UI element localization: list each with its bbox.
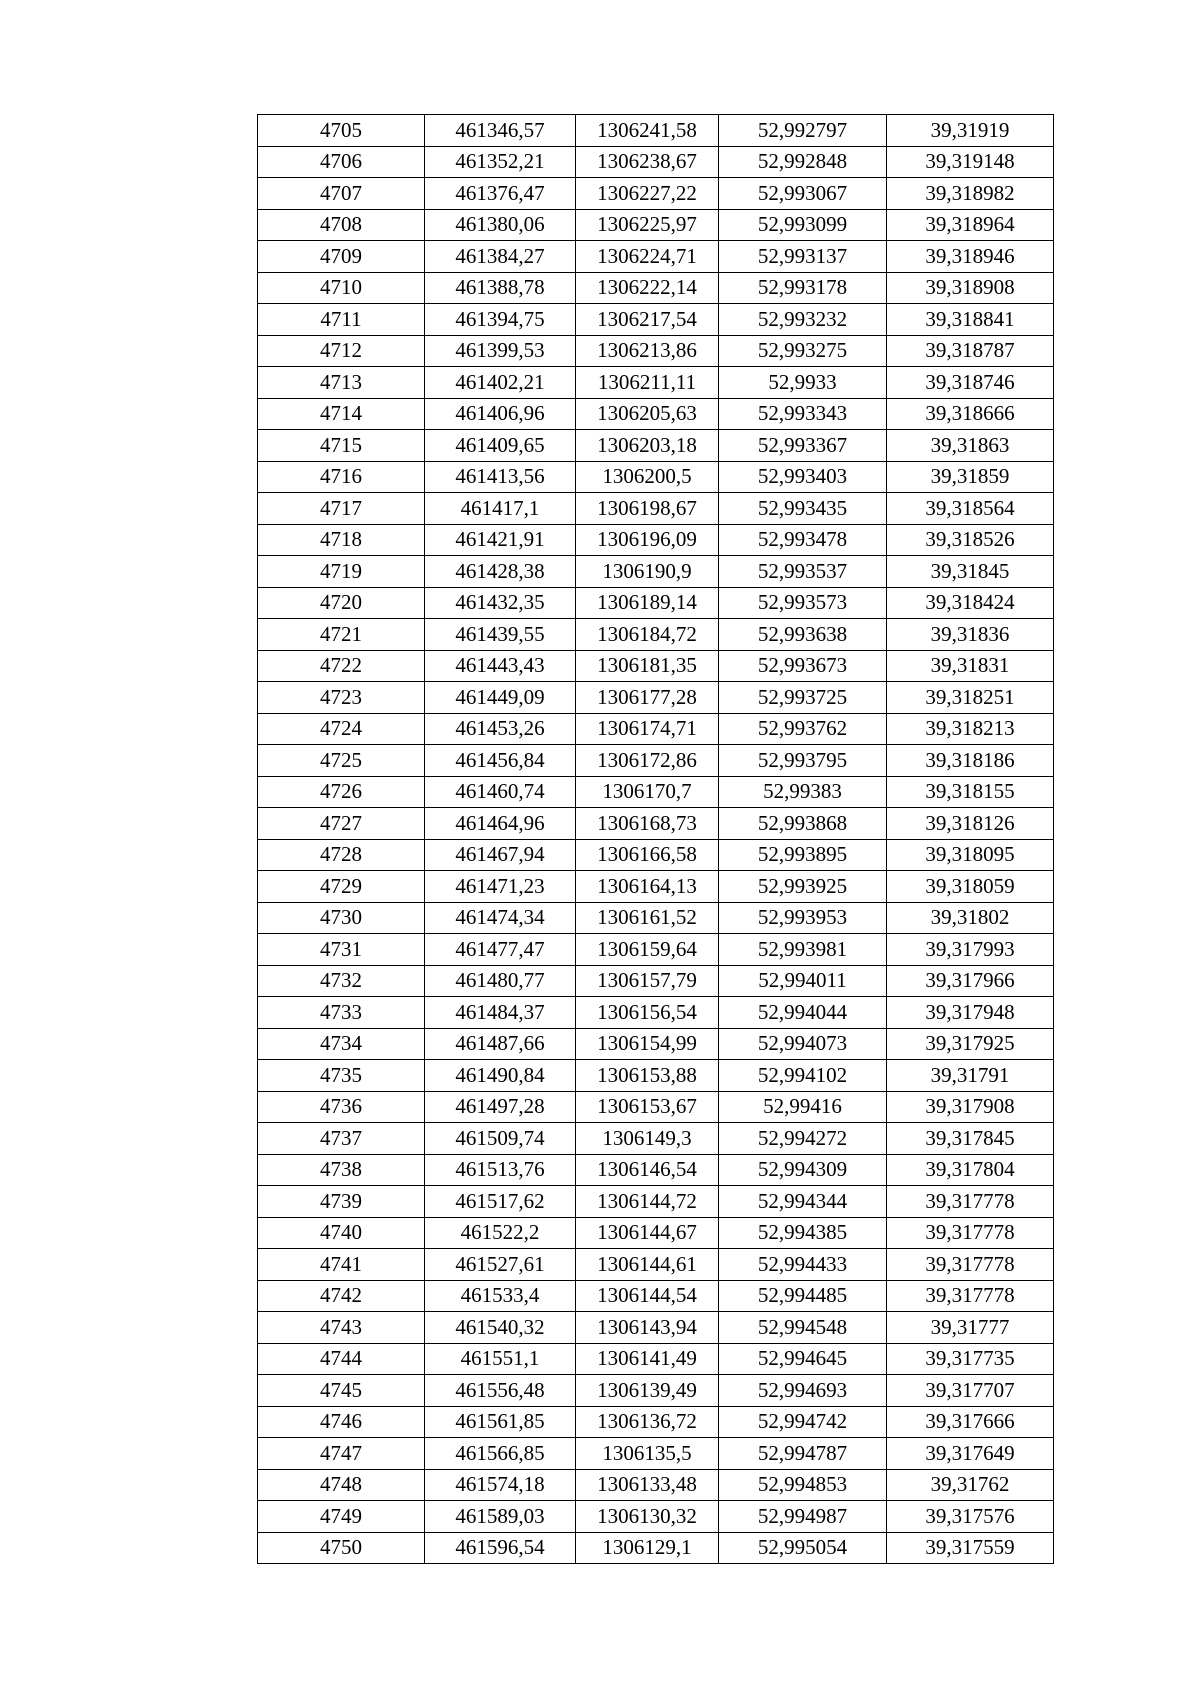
longitude-cell: 39,31802 (887, 902, 1054, 934)
y-coordinate-cell: 1306224,71 (576, 241, 719, 273)
longitude-cell: 39,318982 (887, 178, 1054, 210)
latitude-cell: 52,993638 (719, 619, 887, 651)
x-coordinate-cell: 461509,74 (425, 1123, 576, 1155)
point-number-cell: 4705 (258, 115, 425, 147)
x-coordinate-cell: 461477,47 (425, 934, 576, 966)
x-coordinate-cell: 461409,65 (425, 430, 576, 462)
x-coordinate-cell: 461480,77 (425, 965, 576, 997)
longitude-cell: 39,318787 (887, 335, 1054, 367)
table-row (258, 1438, 1054, 1470)
longitude-cell: 39,317576 (887, 1501, 1054, 1533)
longitude-cell: 39,318946 (887, 241, 1054, 273)
latitude-cell: 52,994102 (719, 1060, 887, 1092)
point-number-cell: 4711 (258, 304, 425, 336)
longitude-cell: 39,317948 (887, 997, 1054, 1029)
y-coordinate-cell: 1306154,99 (576, 1028, 719, 1060)
table-row (258, 1123, 1054, 1155)
longitude-cell: 39,317778 (887, 1217, 1054, 1249)
table-row (258, 1532, 1054, 1564)
point-number-cell: 4708 (258, 209, 425, 241)
y-coordinate-cell: 1306177,28 (576, 682, 719, 714)
point-number-cell: 4741 (258, 1249, 425, 1281)
point-number-cell: 4749 (258, 1501, 425, 1533)
y-coordinate-cell: 1306189,14 (576, 587, 719, 619)
x-coordinate-cell: 461464,96 (425, 808, 576, 840)
point-number-cell: 4717 (258, 493, 425, 525)
latitude-cell: 52,993795 (719, 745, 887, 777)
latitude-cell: 52,99383 (719, 776, 887, 808)
point-number-cell: 4729 (258, 871, 425, 903)
longitude-cell: 39,31831 (887, 650, 1054, 682)
point-number-cell: 4723 (258, 682, 425, 714)
table-row (258, 871, 1054, 903)
table-row (258, 556, 1054, 588)
point-number-cell: 4744 (258, 1343, 425, 1375)
x-coordinate-cell: 461394,75 (425, 304, 576, 336)
longitude-cell: 39,318424 (887, 587, 1054, 619)
point-number-cell: 4740 (258, 1217, 425, 1249)
latitude-cell: 52,994433 (719, 1249, 887, 1281)
table-row (258, 776, 1054, 808)
y-coordinate-cell: 1306135,5 (576, 1438, 719, 1470)
y-coordinate-cell: 1306159,64 (576, 934, 719, 966)
x-coordinate-cell: 461346,57 (425, 115, 576, 147)
y-coordinate-cell: 1306143,94 (576, 1312, 719, 1344)
table-row (258, 493, 1054, 525)
y-coordinate-cell: 1306141,49 (576, 1343, 719, 1375)
x-coordinate-cell: 461421,91 (425, 524, 576, 556)
table-row (258, 997, 1054, 1029)
x-coordinate-cell: 461540,32 (425, 1312, 576, 1344)
x-coordinate-cell: 461517,62 (425, 1186, 576, 1218)
y-coordinate-cell: 1306149,3 (576, 1123, 719, 1155)
latitude-cell: 52,992848 (719, 146, 887, 178)
point-number-cell: 4734 (258, 1028, 425, 1060)
latitude-cell: 52,994485 (719, 1280, 887, 1312)
x-coordinate-cell: 461443,43 (425, 650, 576, 682)
x-coordinate-cell: 461497,28 (425, 1091, 576, 1123)
point-number-cell: 4735 (258, 1060, 425, 1092)
latitude-cell: 52,99416 (719, 1091, 887, 1123)
point-number-cell: 4738 (258, 1154, 425, 1186)
table-row (258, 1280, 1054, 1312)
point-number-cell: 4718 (258, 524, 425, 556)
y-coordinate-cell: 1306190,9 (576, 556, 719, 588)
x-coordinate-cell: 461460,74 (425, 776, 576, 808)
point-number-cell: 4743 (258, 1312, 425, 1344)
longitude-cell: 39,318746 (887, 367, 1054, 399)
table-row (258, 430, 1054, 462)
point-number-cell: 4707 (258, 178, 425, 210)
table-row (258, 367, 1054, 399)
table-row (258, 1406, 1054, 1438)
point-number-cell: 4737 (258, 1123, 425, 1155)
x-coordinate-cell: 461380,06 (425, 209, 576, 241)
y-coordinate-cell: 1306200,5 (576, 461, 719, 493)
point-number-cell: 4721 (258, 619, 425, 651)
point-number-cell: 4709 (258, 241, 425, 273)
table-row (258, 241, 1054, 273)
y-coordinate-cell: 1306166,58 (576, 839, 719, 871)
table-row (258, 1217, 1054, 1249)
point-number-cell: 4739 (258, 1186, 425, 1218)
longitude-cell: 39,318564 (887, 493, 1054, 525)
point-number-cell: 4710 (258, 272, 425, 304)
table-row (258, 115, 1054, 147)
latitude-cell: 52,993673 (719, 650, 887, 682)
point-number-cell: 4745 (258, 1375, 425, 1407)
longitude-cell: 39,317778 (887, 1186, 1054, 1218)
x-coordinate-cell: 461487,66 (425, 1028, 576, 1060)
point-number-cell: 4736 (258, 1091, 425, 1123)
point-number-cell: 4725 (258, 745, 425, 777)
x-coordinate-cell: 461449,09 (425, 682, 576, 714)
y-coordinate-cell: 1306217,54 (576, 304, 719, 336)
y-coordinate-cell: 1306241,58 (576, 115, 719, 147)
point-number-cell: 4716 (258, 461, 425, 493)
y-coordinate-cell: 1306238,67 (576, 146, 719, 178)
point-number-cell: 4733 (258, 997, 425, 1029)
x-coordinate-cell: 461574,18 (425, 1469, 576, 1501)
point-number-cell: 4714 (258, 398, 425, 430)
point-number-cell: 4731 (258, 934, 425, 966)
y-coordinate-cell: 1306139,49 (576, 1375, 719, 1407)
longitude-cell: 39,318526 (887, 524, 1054, 556)
x-coordinate-cell: 461527,61 (425, 1249, 576, 1281)
latitude-cell: 52,993478 (719, 524, 887, 556)
x-coordinate-cell: 461566,85 (425, 1438, 576, 1470)
latitude-cell: 52,994787 (719, 1438, 887, 1470)
table-row (258, 1060, 1054, 1092)
point-number-cell: 4730 (258, 902, 425, 934)
longitude-cell: 39,318095 (887, 839, 1054, 871)
latitude-cell: 52,994548 (719, 1312, 887, 1344)
y-coordinate-cell: 1306144,72 (576, 1186, 719, 1218)
latitude-cell: 52,993232 (719, 304, 887, 336)
y-coordinate-cell: 1306205,63 (576, 398, 719, 430)
y-coordinate-cell: 1306153,67 (576, 1091, 719, 1123)
latitude-cell: 52,994742 (719, 1406, 887, 1438)
latitude-cell: 52,994385 (719, 1217, 887, 1249)
x-coordinate-cell: 461484,37 (425, 997, 576, 1029)
y-coordinate-cell: 1306213,86 (576, 335, 719, 367)
x-coordinate-cell: 461533,4 (425, 1280, 576, 1312)
longitude-cell: 39,31859 (887, 461, 1054, 493)
table-row (258, 587, 1054, 619)
latitude-cell: 52,994645 (719, 1343, 887, 1375)
longitude-cell: 39,317666 (887, 1406, 1054, 1438)
x-coordinate-cell: 461556,48 (425, 1375, 576, 1407)
table-row (258, 1249, 1054, 1281)
longitude-cell: 39,317966 (887, 965, 1054, 997)
longitude-cell: 39,317559 (887, 1532, 1054, 1564)
longitude-cell: 39,317993 (887, 934, 1054, 966)
table-row (258, 304, 1054, 336)
x-coordinate-cell: 461467,94 (425, 839, 576, 871)
y-coordinate-cell: 1306170,7 (576, 776, 719, 808)
table-row (258, 745, 1054, 777)
latitude-cell: 52,993762 (719, 713, 887, 745)
point-number-cell: 4748 (258, 1469, 425, 1501)
latitude-cell: 52,993275 (719, 335, 887, 367)
y-coordinate-cell: 1306174,71 (576, 713, 719, 745)
y-coordinate-cell: 1306203,18 (576, 430, 719, 462)
latitude-cell: 52,992797 (719, 115, 887, 147)
y-coordinate-cell: 1306222,14 (576, 272, 719, 304)
table-row (258, 335, 1054, 367)
table-row (258, 1469, 1054, 1501)
table-row (258, 209, 1054, 241)
y-coordinate-cell: 1306133,48 (576, 1469, 719, 1501)
x-coordinate-cell: 461439,55 (425, 619, 576, 651)
latitude-cell: 52,994011 (719, 965, 887, 997)
latitude-cell: 52,994344 (719, 1186, 887, 1218)
y-coordinate-cell: 1306168,73 (576, 808, 719, 840)
y-coordinate-cell: 1306161,52 (576, 902, 719, 934)
longitude-cell: 39,318251 (887, 682, 1054, 714)
point-number-cell: 4715 (258, 430, 425, 462)
table-row (258, 1154, 1054, 1186)
latitude-cell: 52,994987 (719, 1501, 887, 1533)
table-row (258, 1186, 1054, 1218)
y-coordinate-cell: 1306172,86 (576, 745, 719, 777)
longitude-cell: 39,31762 (887, 1469, 1054, 1501)
coordinates-table (257, 114, 1054, 1564)
latitude-cell: 52,993725 (719, 682, 887, 714)
longitude-cell: 39,318964 (887, 209, 1054, 241)
latitude-cell: 52,993137 (719, 241, 887, 273)
point-number-cell: 4720 (258, 587, 425, 619)
x-coordinate-cell: 461384,27 (425, 241, 576, 273)
y-coordinate-cell: 1306211,11 (576, 367, 719, 399)
table-row (258, 839, 1054, 871)
longitude-cell: 39,317707 (887, 1375, 1054, 1407)
latitude-cell: 52,993895 (719, 839, 887, 871)
y-coordinate-cell: 1306130,32 (576, 1501, 719, 1533)
x-coordinate-cell: 461596,54 (425, 1532, 576, 1564)
point-number-cell: 4712 (258, 335, 425, 367)
point-number-cell: 4706 (258, 146, 425, 178)
longitude-cell: 39,317735 (887, 1343, 1054, 1375)
y-coordinate-cell: 1306164,13 (576, 871, 719, 903)
latitude-cell: 52,993537 (719, 556, 887, 588)
latitude-cell: 52,993067 (719, 178, 887, 210)
y-coordinate-cell: 1306153,88 (576, 1060, 719, 1092)
point-number-cell: 4713 (258, 367, 425, 399)
y-coordinate-cell: 1306144,54 (576, 1280, 719, 1312)
table-row (258, 398, 1054, 430)
y-coordinate-cell: 1306225,97 (576, 209, 719, 241)
x-coordinate-cell: 461471,23 (425, 871, 576, 903)
longitude-cell: 39,31777 (887, 1312, 1054, 1344)
y-coordinate-cell: 1306146,54 (576, 1154, 719, 1186)
point-number-cell: 4719 (258, 556, 425, 588)
latitude-cell: 52,993435 (719, 493, 887, 525)
x-coordinate-cell: 461406,96 (425, 398, 576, 430)
latitude-cell: 52,994073 (719, 1028, 887, 1060)
latitude-cell: 52,994309 (719, 1154, 887, 1186)
y-coordinate-cell: 1306181,35 (576, 650, 719, 682)
point-number-cell: 4742 (258, 1280, 425, 1312)
longitude-cell: 39,317804 (887, 1154, 1054, 1186)
table-row (258, 1343, 1054, 1375)
longitude-cell: 39,318666 (887, 398, 1054, 430)
longitude-cell: 39,318155 (887, 776, 1054, 808)
latitude-cell: 52,995054 (719, 1532, 887, 1564)
y-coordinate-cell: 1306198,67 (576, 493, 719, 525)
point-number-cell: 4732 (258, 965, 425, 997)
table-row (258, 650, 1054, 682)
longitude-cell: 39,318908 (887, 272, 1054, 304)
latitude-cell: 52,993099 (719, 209, 887, 241)
x-coordinate-cell: 461456,84 (425, 745, 576, 777)
longitude-cell: 39,317778 (887, 1249, 1054, 1281)
point-number-cell: 4722 (258, 650, 425, 682)
point-number-cell: 4724 (258, 713, 425, 745)
y-coordinate-cell: 1306227,22 (576, 178, 719, 210)
table-row (258, 1028, 1054, 1060)
latitude-cell: 52,994693 (719, 1375, 887, 1407)
x-coordinate-cell: 461388,78 (425, 272, 576, 304)
latitude-cell: 52,994044 (719, 997, 887, 1029)
latitude-cell: 52,993981 (719, 934, 887, 966)
x-coordinate-cell: 461428,38 (425, 556, 576, 588)
table-row (258, 1501, 1054, 1533)
x-coordinate-cell: 461474,34 (425, 902, 576, 934)
x-coordinate-cell: 461453,26 (425, 713, 576, 745)
y-coordinate-cell: 1306129,1 (576, 1532, 719, 1564)
x-coordinate-cell: 461376,47 (425, 178, 576, 210)
table-row (258, 808, 1054, 840)
longitude-cell: 39,31863 (887, 430, 1054, 462)
latitude-cell: 52,993953 (719, 902, 887, 934)
table-row (258, 902, 1054, 934)
longitude-cell: 39,318059 (887, 871, 1054, 903)
longitude-cell: 39,317845 (887, 1123, 1054, 1155)
y-coordinate-cell: 1306144,61 (576, 1249, 719, 1281)
x-coordinate-cell: 461413,56 (425, 461, 576, 493)
longitude-cell: 39,31845 (887, 556, 1054, 588)
y-coordinate-cell: 1306157,79 (576, 965, 719, 997)
table-row (258, 178, 1054, 210)
table-row (258, 1375, 1054, 1407)
x-coordinate-cell: 461551,1 (425, 1343, 576, 1375)
longitude-cell: 39,317925 (887, 1028, 1054, 1060)
table-row (258, 146, 1054, 178)
x-coordinate-cell: 461513,76 (425, 1154, 576, 1186)
latitude-cell: 52,994853 (719, 1469, 887, 1501)
point-number-cell: 4726 (258, 776, 425, 808)
longitude-cell: 39,318126 (887, 808, 1054, 840)
y-coordinate-cell: 1306184,72 (576, 619, 719, 651)
longitude-cell: 39,317778 (887, 1280, 1054, 1312)
x-coordinate-cell: 461561,85 (425, 1406, 576, 1438)
latitude-cell: 52,993403 (719, 461, 887, 493)
y-coordinate-cell: 1306144,67 (576, 1217, 719, 1249)
x-coordinate-cell: 461352,21 (425, 146, 576, 178)
latitude-cell: 52,993343 (719, 398, 887, 430)
latitude-cell: 52,993925 (719, 871, 887, 903)
longitude-cell: 39,31919 (887, 115, 1054, 147)
table-row (258, 461, 1054, 493)
table-row (258, 1312, 1054, 1344)
table-row (258, 965, 1054, 997)
y-coordinate-cell: 1306156,54 (576, 997, 719, 1029)
x-coordinate-cell: 461522,2 (425, 1217, 576, 1249)
x-coordinate-cell: 461402,21 (425, 367, 576, 399)
coordinates-table-body (258, 115, 1054, 1564)
point-number-cell: 4747 (258, 1438, 425, 1470)
latitude-cell: 52,993573 (719, 587, 887, 619)
point-number-cell: 4750 (258, 1532, 425, 1564)
y-coordinate-cell: 1306136,72 (576, 1406, 719, 1438)
point-number-cell: 4746 (258, 1406, 425, 1438)
x-coordinate-cell: 461399,53 (425, 335, 576, 367)
x-coordinate-cell: 461589,03 (425, 1501, 576, 1533)
table-row (258, 524, 1054, 556)
latitude-cell: 52,993178 (719, 272, 887, 304)
table-row (258, 713, 1054, 745)
table-row (258, 682, 1054, 714)
point-number-cell: 4727 (258, 808, 425, 840)
longitude-cell: 39,31791 (887, 1060, 1054, 1092)
longitude-cell: 39,317649 (887, 1438, 1054, 1470)
table-row (258, 1091, 1054, 1123)
latitude-cell: 52,993868 (719, 808, 887, 840)
point-number-cell: 4728 (258, 839, 425, 871)
longitude-cell: 39,318186 (887, 745, 1054, 777)
longitude-cell: 39,317908 (887, 1091, 1054, 1123)
longitude-cell: 39,318841 (887, 304, 1054, 336)
table-row (258, 272, 1054, 304)
x-coordinate-cell: 461417,1 (425, 493, 576, 525)
longitude-cell: 39,318213 (887, 713, 1054, 745)
longitude-cell: 39,319148 (887, 146, 1054, 178)
x-coordinate-cell: 461432,35 (425, 587, 576, 619)
longitude-cell: 39,31836 (887, 619, 1054, 651)
latitude-cell: 52,993367 (719, 430, 887, 462)
latitude-cell: 52,994272 (719, 1123, 887, 1155)
table-row (258, 934, 1054, 966)
table-row (258, 619, 1054, 651)
x-coordinate-cell: 461490,84 (425, 1060, 576, 1092)
y-coordinate-cell: 1306196,09 (576, 524, 719, 556)
latitude-cell: 52,9933 (719, 367, 887, 399)
